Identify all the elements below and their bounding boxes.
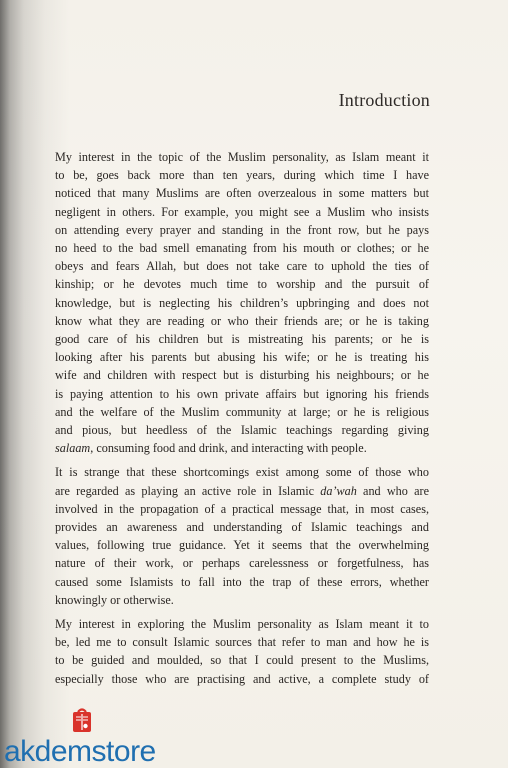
text-line: is paying attention to his own private affairs but ignoring his friends — [55, 386, 429, 401]
text-line: know what they are reading or who their friends are; or he is taking — [55, 313, 429, 328]
text-line: to be guided and moulded, so that I could present to the Muslims, — [55, 653, 429, 668]
text-line: wife and children with respect but is disturbing his neighbours; or he — [55, 368, 429, 383]
book-cart-logo — [70, 708, 94, 736]
text-line: involved in the propagation of a practical message that, in most cases, — [55, 501, 429, 516]
text-line: values, following true guidance. Yet it seems that the overwhelming — [55, 538, 429, 553]
italic-term: salaam — [55, 441, 91, 456]
text-line: It is strange that these shortcomings exist among some of those who — [55, 465, 429, 480]
paragraph-1 — [55, 148, 429, 457]
text-line: provides an awareness and understanding of Islamic teachings and — [55, 520, 429, 535]
text-line: no heed to the bad smell emanating from his mouth or clothes; or he — [55, 241, 429, 256]
text-line: negligent in others. For example, you might see a Muslim who insists — [55, 204, 429, 219]
text-line: obeys and fears Allah, but does not take care to uphold the ties of — [55, 259, 429, 274]
text-line: knowingly or otherwise. — [55, 592, 174, 607]
text-line: salaam, consuming food and drink, and interacting with people. — [55, 441, 367, 456]
text-line: on attending every prayer and standing in the front row, but he pays — [55, 222, 429, 237]
text-line: to be, goes back more than ten years, during which time I have — [55, 168, 429, 183]
text-line: knowledge, but is neglecting his children’s upbringing and does not — [55, 295, 429, 310]
text-line: kinship; or he devotes much time to worship and the pursuit of — [55, 277, 429, 292]
text-line: and pious, but heedless of the Islamic teachings regarding giving — [55, 423, 429, 438]
chapter-title: Introduction — [338, 90, 430, 110]
text-line: are regarded as playing an active role in Islamic da’wah and who are — [55, 483, 429, 498]
paragraph-2 — [55, 463, 429, 609]
paragraph-3 — [55, 615, 429, 688]
text-line: My interest in the topic of the Muslim personality, as Islam meant it — [55, 150, 429, 164]
text-line: good care of his children but is mistreating his parents; or he is — [55, 332, 429, 347]
watermark-text: akdemstore — [4, 735, 156, 768]
body-text — [55, 148, 429, 694]
watermark — [4, 708, 204, 768]
text-line: be, led me to consult Islamic sources that refer to man and how he is — [55, 635, 429, 650]
text-line: nature of their work, or perhaps carelessness or forgetfulness, has — [55, 556, 429, 571]
text-line: caused some Islamists to fall into the trap of these errors, whether — [55, 574, 429, 589]
italic-term: da’wah — [320, 483, 357, 498]
text-line: My interest in exploring the Muslim personality as Islam meant it to — [55, 617, 429, 632]
text-line: especially those who are practising and active, a complete study of — [55, 671, 429, 686]
text-line: noticed that many Muslims are often overzealous in some matters but — [55, 186, 429, 201]
text-line: and the welfare of the Muslim community at large; or he is religious — [55, 404, 429, 419]
text-line: looking after his parents but abusing his wife; or he is treating his — [55, 350, 429, 365]
